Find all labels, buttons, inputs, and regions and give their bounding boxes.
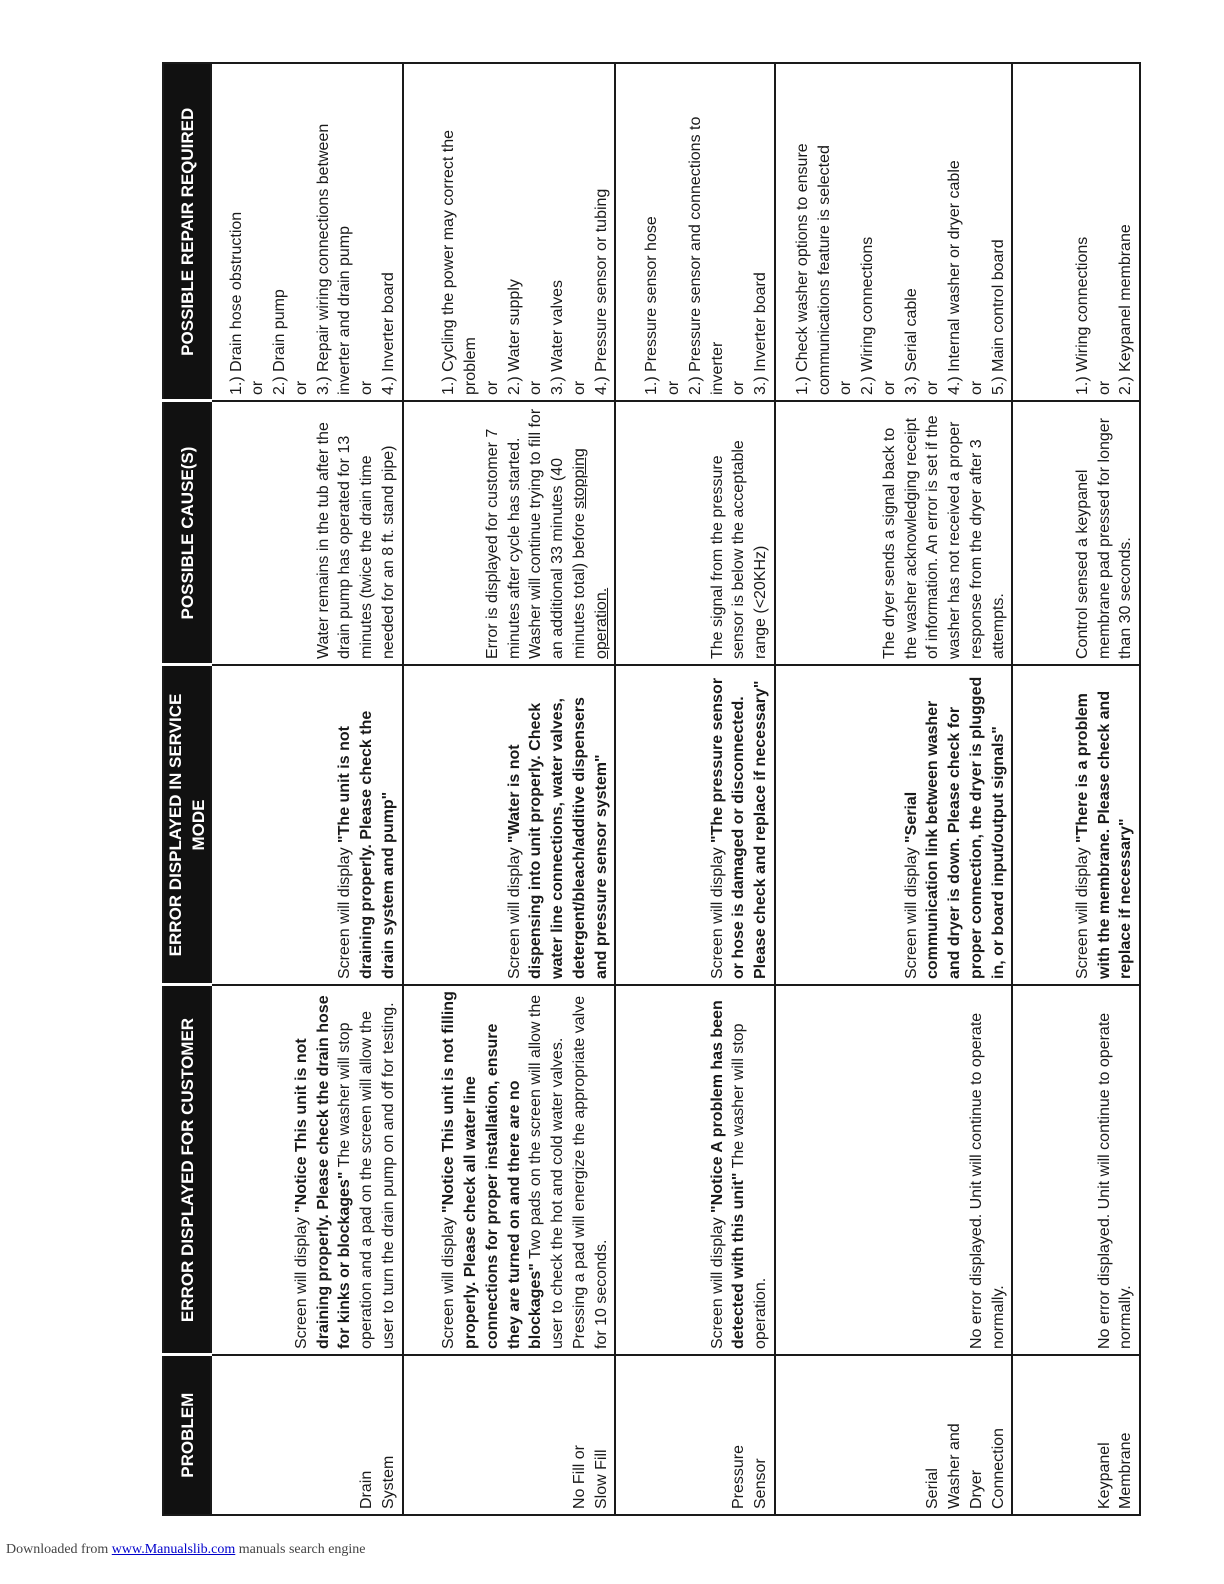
problem-cell: [211, 1355, 402, 1515]
repair-line: or: [527, 380, 545, 395]
problem-cell: [1012, 1355, 1140, 1515]
repair-line: 4.) Pressure sensor or tubing: [592, 188, 610, 395]
problem-line: System: [379, 1455, 397, 1509]
repair-line: 3.) Serial cable: [902, 288, 920, 395]
possible-repair-cell: [403, 63, 616, 401]
problem-line: Slow Fill: [592, 1449, 610, 1509]
problem-line: Pressure: [730, 1444, 748, 1509]
problem-line: Drain: [358, 1470, 376, 1509]
customer-error-post-text: The washer will stop operation.: [730, 1023, 769, 1349]
cause-underlined-text: stopping operation.: [570, 448, 610, 659]
customer-error-cell: [1012, 985, 1140, 1355]
repair-line: or: [837, 380, 855, 395]
customer-error-cell: [403, 985, 616, 1355]
table-row: [403, 63, 616, 1515]
service-error-cell: [1012, 665, 1140, 985]
customer-error-bold-text: "Notice This unit is not filling properly. Please check all water line connections for proper installation, ensure they are turned on and there are no blockages": [440, 991, 545, 1349]
manualslib-link[interactable]: www.Manualslib.com: [111, 1542, 236, 1557]
problem-line: No Fill or: [570, 1444, 588, 1509]
cause-text: The dryer sends a signal back to the washer acknowledging receipt of information. An error is set if the washer has not received a proper response from the dryer after 3 attempts.: [880, 415, 1007, 659]
repair-line: 4.) Inverter board: [379, 272, 397, 395]
customer-error-cell: [615, 985, 774, 1355]
problem-cell: [775, 1355, 1013, 1515]
service-error-bold-text: "Water is not dispensing into unit properly. Check water line connections, water valves, detergent/bleach/additive dispensers and pressure sensor system": [505, 697, 610, 979]
customer-error-post-text: Two pads on the screen will allow the user to check the hot and cold water valves. Pressing a pad will energize the appropriate valve for 10 seconds.: [527, 994, 610, 1349]
service-error-pre-text: Screen will display: [902, 842, 920, 979]
repair-line: 3.) Water valves: [549, 280, 567, 395]
header-possible-causes: POSSIBLE CAUSE(S): [163, 401, 211, 665]
problem-line: Serial: [924, 1468, 942, 1509]
service-error-pre-text: Screen will display: [336, 842, 354, 979]
repair-line: or: [483, 380, 501, 395]
service-error-pre-text: Screen will display: [505, 842, 523, 979]
problem-cell: [615, 1355, 774, 1515]
repair-line: or: [1095, 380, 1113, 395]
repair-line: 2.) Drain pump: [271, 289, 289, 395]
service-error-bold-text: "Serial communication link between washer and dryer is down. Please check for proper connection, the dryer is plugged in, or board input/output signals": [902, 676, 1007, 979]
troubleshooting-table: [162, 62, 1141, 1516]
footer-suffix: manuals search engine: [235, 1542, 366, 1557]
customer-error-pre-text: Screen will display: [708, 1212, 726, 1349]
rotated-table-page: [162, 64, 1141, 1516]
problem-cell: [403, 1355, 616, 1515]
possible-repair-cell: [211, 63, 402, 401]
possible-cause-cell: [403, 401, 616, 665]
cause-text: Water remains in the tub after the drain pump has operated for 13 minutes (twice the drain time needed for an 8 ft. stand pipe): [314, 422, 397, 659]
repair-line: 2.) Pressure sensor and connections to inverter: [686, 116, 726, 395]
table-row: [1012, 63, 1140, 1515]
service-error-cell: [211, 665, 402, 985]
repair-line: or: [292, 380, 310, 395]
possible-cause-cell: [211, 401, 402, 665]
problem-line: Keypanel: [1095, 1442, 1113, 1509]
repair-line: or: [570, 380, 588, 395]
repair-line: 2.) Wiring connections: [859, 236, 877, 395]
possible-cause-cell: [775, 401, 1013, 665]
repair-line: or: [880, 380, 898, 395]
repair-line: 2.) Water supply: [505, 279, 523, 395]
service-error-bold-text: "The unit is not draining properly. Please check the drain system and pump": [336, 710, 397, 979]
repair-line: 1.) Cycling the power may correct the problem: [440, 130, 480, 395]
repair-line: or: [924, 380, 942, 395]
footer-prefix: Downloaded from: [6, 1542, 112, 1557]
possible-repair-cell: [775, 63, 1013, 401]
download-footer: [6, 1542, 366, 1558]
repair-line: 3.) Repair wiring connections between inverter and drain pump: [314, 123, 354, 395]
cause-text: Error is displayed for customer 7 minutes after cycle has started. Washer will continue trying to fill for an additional 33 minutes (40 minutes total) before: [483, 408, 588, 659]
table-header-row: [163, 63, 211, 1515]
possible-repair-cell: [1012, 63, 1140, 401]
header-problem: PROBLEM: [163, 1355, 211, 1515]
customer-error-pre-text: Screen will display: [440, 1212, 458, 1349]
header-customer-error: ERROR DISPLAYED FOR CUSTOMER: [163, 985, 211, 1355]
repair-line: or: [358, 380, 376, 395]
repair-line: 1.) Drain hose obstruction: [227, 211, 245, 395]
service-error-cell: [615, 665, 774, 985]
header-service-error: ERROR DISPLAYED IN SERVICE MODE: [163, 665, 211, 985]
repair-line: 2.) Keypanel membrane: [1117, 224, 1135, 395]
customer-error-bold-text: "Notice A problem has been detected with this unit": [708, 1000, 748, 1349]
repair-line: or: [967, 380, 985, 395]
table-row: [211, 63, 402, 1515]
repair-line: 4.) Internal washer or dryer cable: [946, 160, 964, 395]
customer-error-pre-text: Screen will display: [292, 1212, 310, 1349]
header-possible-repair: POSSIBLE REPAIR REQUIRED: [163, 63, 211, 401]
table-row: [615, 63, 774, 1515]
repair-line: or: [665, 380, 682, 395]
repair-line: 5.) Main control board: [989, 239, 1007, 395]
possible-cause-cell: [1012, 401, 1140, 665]
customer-error-pre-text: No error displayed. Unit will continue to operate normally.: [967, 1012, 1007, 1349]
customer-error-pre-text: No error displayed. Unit will continue to operate normally.: [1095, 1012, 1135, 1349]
service-error-pre-text: Screen will display: [1073, 842, 1091, 979]
repair-line: or: [249, 380, 267, 395]
repair-line: 1.) Wiring connections: [1073, 236, 1091, 395]
problem-line: Washer and: [946, 1423, 964, 1509]
repair-line: 3.) Inverter board: [752, 272, 769, 395]
service-error-cell: [775, 665, 1013, 985]
problem-line: Sensor: [752, 1458, 769, 1509]
customer-error-post-text: The washer will stop operation and a pad on the screen will allow the user to turn the drain pump on and off for testing.: [336, 1002, 397, 1349]
service-error-pre-text: Screen will display: [708, 842, 726, 979]
problem-line: Connection: [989, 1428, 1007, 1509]
cause-text: Control sensed a keypanel membrane pad pressed for longer than 30 seconds.: [1073, 417, 1135, 659]
customer-error-cell: [211, 985, 402, 1355]
customer-error-cell: [775, 985, 1013, 1355]
problem-line: Dryer: [967, 1469, 985, 1509]
service-error-bold-text: "The pressure sensor or hose is damaged or disconnected. Please check and replace if necessary": [708, 677, 769, 979]
possible-repair-cell: [615, 63, 774, 401]
repair-line: 1.) Pressure sensor hose: [643, 216, 661, 395]
repair-line: 1.) Check washer options to ensure communications feature is selected: [793, 143, 833, 395]
service-error-bold-text: "There is a problem with the membrane. Please check and replace if necessary": [1073, 690, 1135, 979]
customer-error-bold-text: "Notice This unit is not draining properly. Please check the drain hose for kinks or blockages": [292, 995, 354, 1349]
repair-line: or: [730, 380, 748, 395]
table-row: [775, 63, 1013, 1515]
possible-cause-cell: [615, 401, 774, 665]
service-error-cell: [403, 665, 616, 985]
cause-text: The signal from the pressure sensor is below the acceptable range (<20KHz): [708, 440, 769, 659]
problem-line: Membrane: [1117, 1432, 1135, 1509]
